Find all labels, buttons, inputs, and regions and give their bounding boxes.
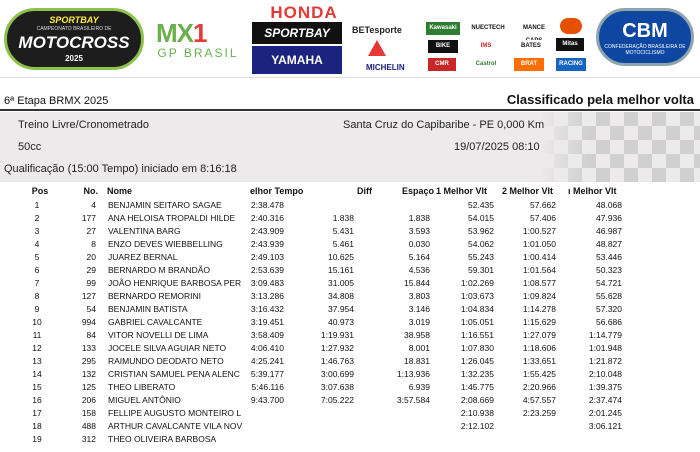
brat-logo: BRAT xyxy=(514,58,544,71)
cell-name: JOCELE SILVA AGUIAR NETO xyxy=(108,343,227,353)
classification-title: Classificado pela melhor volta xyxy=(506,92,694,107)
cell-best-lap-1: 1:03.673 xyxy=(460,291,494,301)
cell-best-lap-2: 1:09.824 xyxy=(522,291,556,301)
cell-best-time: 4:06.410 xyxy=(250,343,284,353)
table-row xyxy=(0,278,700,291)
mx1-num: 1 xyxy=(193,18,207,48)
cell-best-lap-2: 1:00.414 xyxy=(522,252,556,262)
col-best-lap-3: ı Melhor Vlt xyxy=(568,186,617,196)
table-row xyxy=(0,304,700,317)
event-title: 6ª Etapa BRMX 2025 xyxy=(4,95,109,107)
cell-best-lap-3: 48.827 xyxy=(596,239,622,249)
logo-year-text: 2025 xyxy=(65,54,83,63)
mx1-text: MX xyxy=(156,18,193,48)
badge-logo xyxy=(560,18,582,34)
cell-best-lap-1: 1:05.051 xyxy=(460,317,494,327)
cell-best-time: 9:43.700 xyxy=(250,395,284,405)
cell-best-time: 3:13.286 xyxy=(250,291,284,301)
cell-name: CRISTIAN SAMUEL PENA ALENC xyxy=(108,369,240,379)
cell-diff: 1:27.932 xyxy=(320,343,354,353)
cell-best-lap-2: 1:14.278 xyxy=(522,304,556,314)
cell-space: 4.536 xyxy=(408,265,430,275)
cell-no: 488 xyxy=(81,421,96,431)
qualification-text: Qualificação (15:00 Tempo) iniciado em 8:16:18 xyxy=(4,163,237,175)
cell-name: VITOR NOVELLI DE LIMA xyxy=(108,330,209,340)
table-row xyxy=(0,369,700,382)
category-text: 50cc xyxy=(18,141,42,153)
cell-best-lap-3: 50.323 xyxy=(596,265,622,275)
col-best-time: elhor Tempo xyxy=(250,186,304,196)
cell-space: 15.844 xyxy=(404,278,430,288)
mitas-logo: Mitas xyxy=(556,38,584,51)
table-row xyxy=(0,252,700,265)
sportbay-logo: SPORTBAY xyxy=(252,22,342,44)
cell-diff: 5.431 xyxy=(332,226,354,236)
cell-best-lap-1: 1:16.551 xyxy=(460,330,494,340)
table-row xyxy=(0,317,700,330)
cell-space: 3.146 xyxy=(408,304,430,314)
cell-diff: 1.838 xyxy=(332,213,354,223)
cell-no: 158 xyxy=(81,408,96,418)
table-row xyxy=(0,239,700,252)
cell-name: BERNARDO REMORINI xyxy=(108,291,202,301)
bates-logo: BATES xyxy=(514,40,548,53)
cell-no: 27 xyxy=(86,226,96,236)
yamaha-logo: YAMAHA xyxy=(252,46,342,74)
cell-best-lap-1: 2:12.102 xyxy=(460,421,494,431)
cell-best-lap-2: 1:27.079 xyxy=(522,330,556,340)
ims-logo: IMS xyxy=(468,40,504,53)
cell-pos: 13 xyxy=(32,356,42,366)
cell-diff: 3:07.638 xyxy=(320,382,354,392)
cell-best-lap-3: 2:10.048 xyxy=(588,369,622,379)
cell-pos: 3 xyxy=(34,226,40,236)
cell-pos: 5 xyxy=(34,252,40,262)
gp-brasil-text: GP BRASIL xyxy=(157,46,239,60)
cell-best-time: 2:43.939 xyxy=(250,239,284,249)
cell-best-time: 3:09.483 xyxy=(250,278,284,288)
cell-diff: 3:00.699 xyxy=(320,369,354,379)
table-row xyxy=(0,382,700,395)
cell-best-lap-3: 1:39.375 xyxy=(588,382,622,392)
cbm-logo xyxy=(596,8,694,66)
cell-best-lap-2: 1:33.651 xyxy=(522,356,556,366)
cell-pos: 15 xyxy=(32,382,42,392)
cell-no: 295 xyxy=(81,356,96,366)
cell-name: JUAREZ BERNAL xyxy=(108,252,178,262)
cell-name: FELLIPE AUGUSTO MONTEIRO L xyxy=(108,408,242,418)
cell-diff: 1:46.763 xyxy=(320,356,354,366)
header-divider xyxy=(0,109,700,111)
cell-diff: 15.161 xyxy=(328,265,354,275)
cell-pos: 14 xyxy=(32,369,42,379)
cell-best-lap-1: 1:45.775 xyxy=(460,382,494,392)
cell-pos: 17 xyxy=(32,408,42,418)
cell-no: 84 xyxy=(86,330,96,340)
cell-name: BENJAMIN BATISTA xyxy=(108,304,188,314)
cell-name: GABRIEL CAVALCANTE xyxy=(108,317,203,327)
cell-best-lap-3: 46.987 xyxy=(596,226,622,236)
mx1-logo xyxy=(156,18,206,49)
cell-no: 994 xyxy=(81,317,96,327)
bike-logo: BIKE xyxy=(428,40,458,53)
cell-best-time: 2:43.909 xyxy=(250,226,284,236)
cell-best-lap-2: 4:57.557 xyxy=(522,395,556,405)
table-row xyxy=(0,408,700,421)
cell-best-time: 4:25.241 xyxy=(250,356,284,366)
cell-space: 3:57.584 xyxy=(396,395,430,405)
cell-best-lap-1: 2:08.669 xyxy=(460,395,494,405)
cell-best-lap-1: 55.243 xyxy=(468,252,494,262)
cell-name: BENJAMIN SEITARO SAGAE xyxy=(108,200,222,210)
cell-best-time: 3:19.451 xyxy=(250,317,284,327)
cell-best-time: 2:49.103 xyxy=(250,252,284,262)
cell-no: 125 xyxy=(81,382,96,392)
cell-space: 1:13.936 xyxy=(396,369,430,379)
cell-best-lap-3: 53.446 xyxy=(596,252,622,262)
warning-triangle-icon xyxy=(368,40,388,58)
cell-no: 133 xyxy=(81,343,96,353)
cell-pos: 2 xyxy=(34,213,40,223)
cell-best-time: 3:16.432 xyxy=(250,304,284,314)
cell-best-lap-3: 2:37.474 xyxy=(588,395,622,405)
castrol-logo: Castrol xyxy=(466,58,506,71)
cell-pos: 11 xyxy=(32,330,42,340)
cell-pos: 19 xyxy=(32,434,42,444)
cell-best-lap-2: 57.406 xyxy=(530,213,556,223)
cell-name: VALENTINA BARG xyxy=(108,226,181,236)
cell-best-time: 5:46.116 xyxy=(251,382,284,392)
cell-best-lap-1: 2:10.938 xyxy=(460,408,494,418)
cbm-text: CBM xyxy=(622,20,668,42)
cell-diff: 31.005 xyxy=(328,278,354,288)
cell-best-lap-3: 54.721 xyxy=(596,278,622,288)
cell-name: ANA HELOISA TROPALDI HILDE xyxy=(108,213,236,223)
cell-space: 1.838 xyxy=(408,213,430,223)
logo-sub-text: CAMPEONATO BRASILEIRO DE xyxy=(36,26,112,32)
cell-pos: 6 xyxy=(34,265,40,275)
cell-best-lap-1: 1:02.269 xyxy=(460,278,494,288)
michelin-logo: MICHELIN xyxy=(366,63,405,72)
cell-diff: 37.954 xyxy=(328,304,354,314)
cell-space: 0.030 xyxy=(408,239,430,249)
cell-best-lap-3: 56.686 xyxy=(596,317,622,327)
cell-space: 18.831 xyxy=(404,356,430,366)
session-name: Treino Livre/Cronometrado xyxy=(18,119,150,131)
cell-pos: 10 xyxy=(32,317,42,327)
table-row xyxy=(0,395,700,408)
cell-no: 54 xyxy=(86,304,96,314)
mance-caps-logo: MANCE xyxy=(514,22,554,35)
cell-pos: 18 xyxy=(32,421,42,431)
col-pos: Pos xyxy=(31,186,49,196)
table-row xyxy=(0,226,700,239)
cell-best-lap-3: 2:01.245 xyxy=(588,408,622,418)
cell-name: BERNARDO M BRANDÃO xyxy=(108,265,211,275)
results-table-header xyxy=(0,186,700,199)
table-row xyxy=(0,200,700,213)
cell-best-lap-3: 57.320 xyxy=(596,304,622,314)
table-row xyxy=(0,265,700,278)
racing-logo: RACING xyxy=(556,58,586,71)
cell-space: 38.958 xyxy=(404,330,430,340)
datetime-text: 19/07/2025 08:10 xyxy=(454,141,540,153)
table-row xyxy=(0,330,700,343)
cell-best-lap-2: 1:01.564 xyxy=(522,265,556,275)
cell-diff: 10.625 xyxy=(328,252,354,262)
cell-space: 6.939 xyxy=(408,382,430,392)
cell-best-lap-2: 1:18.606 xyxy=(522,343,556,353)
cell-best-lap-2: 57.662 xyxy=(530,200,556,210)
table-row xyxy=(0,356,700,369)
cell-pos: 16 xyxy=(32,395,42,405)
cell-no: 127 xyxy=(81,291,96,301)
cell-no: 8 xyxy=(91,239,96,249)
cell-name: ARTHUR CAVALCANTE VILA NOV xyxy=(108,421,243,431)
cell-pos: 1 xyxy=(34,200,40,210)
cell-best-lap-1: 1:07.830 xyxy=(460,343,494,353)
col-space: Espaço xyxy=(401,186,434,196)
cell-name: ENZO DEVES WIEBBELLING xyxy=(108,239,223,249)
cell-diff: 34.808 xyxy=(328,291,354,301)
cell-space: 3.803 xyxy=(408,291,430,301)
cell-best-lap-3: 55.628 xyxy=(596,291,622,301)
cell-best-lap-1: 54.015 xyxy=(468,213,494,223)
cell-best-time: 2:40.316 xyxy=(250,213,284,223)
cell-best-lap-2: 1:55.425 xyxy=(522,369,556,379)
cell-space: 5.164 xyxy=(408,252,430,262)
cell-pos: 7 xyxy=(34,278,40,288)
cell-name: JOÃO HENRIQUE BARBOSA PER xyxy=(108,278,242,288)
cell-no: 312 xyxy=(81,434,96,444)
cell-best-lap-2: 1:15.629 xyxy=(522,317,556,327)
logo-top-text: SPORTBAY xyxy=(49,15,99,25)
cell-best-lap-1: 1:04.834 xyxy=(460,304,494,314)
logo-main-text: MOTOCROSS xyxy=(18,33,130,52)
table-row xyxy=(0,213,700,226)
honda-logo: HONDA xyxy=(270,3,338,22)
cell-best-lap-2: 2:23.259 xyxy=(522,408,556,418)
cell-space: 3.019 xyxy=(408,317,430,327)
cell-best-lap-1: 1:32.235 xyxy=(460,369,494,379)
cell-no: 99 xyxy=(86,278,96,288)
checkered-flag xyxy=(540,112,700,182)
cell-best-lap-2: 2:20.966 xyxy=(522,382,556,392)
table-row xyxy=(0,291,700,304)
cell-pos: 12 xyxy=(32,343,42,353)
cell-pos: 4 xyxy=(34,239,40,249)
sponsor-banner xyxy=(0,0,700,78)
cell-best-lap-3: 3:06.121 xyxy=(588,421,622,431)
col-name: Nome xyxy=(107,186,133,196)
cell-no: 177 xyxy=(81,213,96,223)
kawasaki-logo: Kawasaki xyxy=(426,22,460,35)
cmr-logo: CMR xyxy=(428,58,456,71)
cell-no: 20 xyxy=(86,252,96,262)
cell-no: 4 xyxy=(91,200,96,210)
cell-best-lap-3: 48.068 xyxy=(596,200,622,210)
table-row xyxy=(0,343,700,356)
cell-space: 3.593 xyxy=(408,226,430,236)
cell-name: THEO OLIVEIRA BARBOSA xyxy=(108,434,217,444)
cell-pos: 8 xyxy=(34,291,40,301)
cell-best-lap-2: 1:08.577 xyxy=(522,278,556,288)
col-best-lap-1: 1 Melhor Vlt xyxy=(436,186,488,196)
cell-best-lap-1: 59.301 xyxy=(468,265,494,275)
cell-best-time: 2:53.639 xyxy=(250,265,284,275)
cell-no: 206 xyxy=(81,395,96,405)
cell-name: RAIMUNDO DEODATO NETO xyxy=(108,356,224,366)
table-row xyxy=(0,421,700,434)
col-diff: Diff xyxy=(357,186,372,196)
cell-best-time: 5:39.177 xyxy=(250,369,284,379)
col-best-lap-2: 2 Melhor Vlt xyxy=(502,186,554,196)
motocross-logo xyxy=(4,8,144,70)
cell-diff: 7:05.222 xyxy=(320,395,354,405)
cell-name: MIGUEL ANTÔNIO xyxy=(108,395,181,405)
cell-diff: 5.461 xyxy=(332,239,354,249)
col-no: No. xyxy=(83,186,98,196)
cell-best-lap-3: 1:21.872 xyxy=(588,356,622,366)
cell-best-lap-1: 1:26.045 xyxy=(460,356,494,366)
cell-best-lap-3: 47.936 xyxy=(596,213,622,223)
cell-best-lap-2: 1:00.527 xyxy=(522,226,556,236)
cell-no: 29 xyxy=(86,265,96,275)
cell-space: 8.001 xyxy=(408,343,430,353)
cell-best-time: 3:58.409 xyxy=(250,330,284,340)
nuectech-logo: NUECTECH xyxy=(466,22,510,35)
cell-best-lap-1: 54.062 xyxy=(468,239,494,249)
betesporte-logo: BETesporte xyxy=(352,25,402,35)
cell-best-lap-1: 53.962 xyxy=(468,226,494,236)
cell-best-lap-2: 1:01.050 xyxy=(522,239,556,249)
cell-best-lap-3: 1:01.948 xyxy=(588,343,622,353)
location-text: Santa Cruz do Capibaribe - PE 0,000 Km xyxy=(343,119,545,131)
cell-name: THEO LIBERATO xyxy=(108,382,176,392)
cell-best-lap-1: 52.435 xyxy=(468,200,494,210)
cell-best-lap-3: 1:14.779 xyxy=(588,330,622,340)
cell-pos: 9 xyxy=(34,304,40,314)
cell-no: 132 xyxy=(81,369,96,379)
cell-best-time: 2:38.478 xyxy=(250,200,284,210)
table-row xyxy=(0,434,700,447)
cell-diff: 40.973 xyxy=(328,317,354,327)
cbm-sub-text: CONFEDERAÇÃO BRASILEIRA DE MOTOCICLISMO xyxy=(604,44,686,56)
cell-diff: 1:19.931 xyxy=(320,330,354,340)
